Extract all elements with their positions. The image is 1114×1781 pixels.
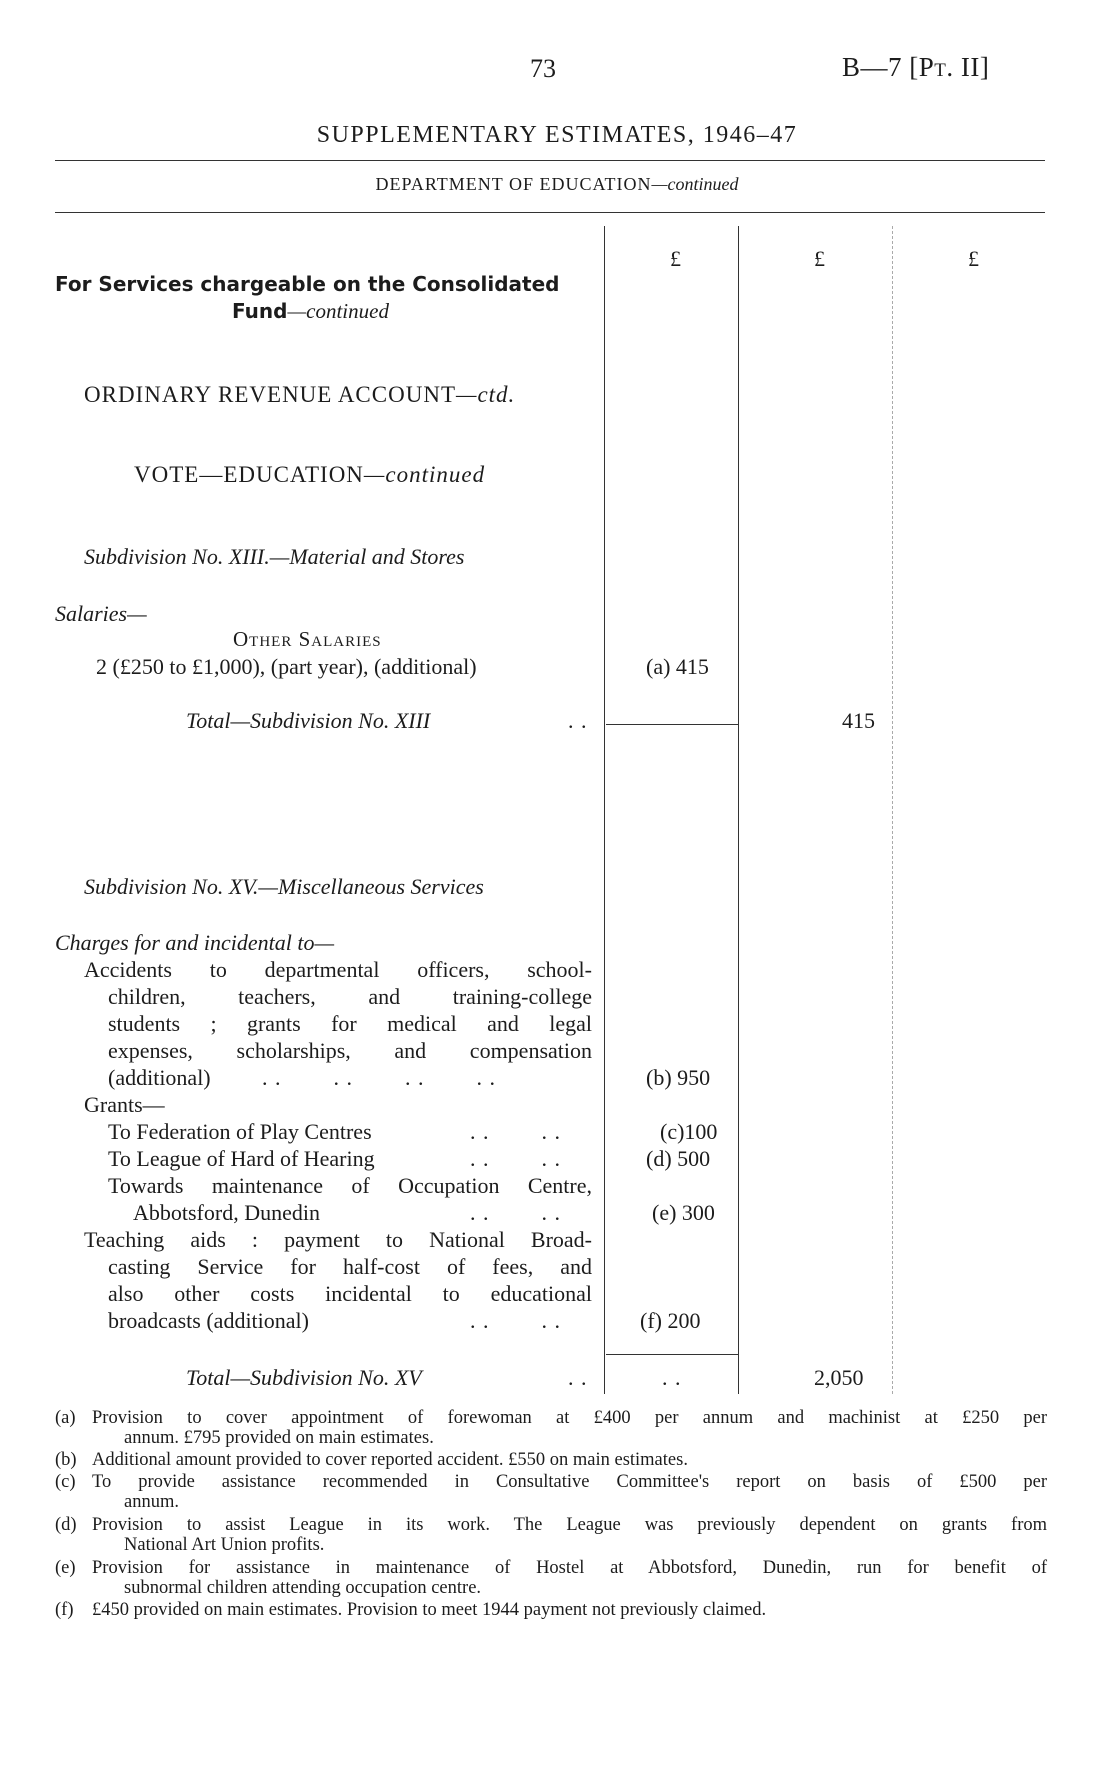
document-reference: B—7 [Pt. II] — [842, 52, 990, 82]
footnote-c-line2: annum. — [124, 1492, 179, 1512]
revenue-account-label: ORDINARY REVENUE ACCOUNT — [84, 382, 456, 407]
salaries-item-amount: (a) 415 — [646, 654, 709, 679]
total-xv-amount: 2,050 — [814, 1365, 864, 1390]
footnote-d-label: (d) — [55, 1515, 77, 1535]
hard-of-hearing-amount: (d) 500 — [646, 1146, 711, 1171]
total-xv-col1-dots: . . — [662, 1365, 682, 1390]
column-divider-2 — [738, 226, 739, 1394]
footnote-e-label: (e) — [55, 1558, 76, 1578]
hard-of-hearing-dots: . . . . — [470, 1146, 561, 1171]
total-xv-dots: . . — [568, 1365, 588, 1390]
teaching-line-2: casting Service for half-cost of fees, and — [108, 1254, 592, 1279]
footnote-b-line1: Additional amount provided to cover reported accident. £550 on main estimates. — [92, 1450, 688, 1470]
teaching-last-line: broadcasts (additional) — [108, 1308, 309, 1333]
accidents-line-1: Accidents to departmental officers, school- — [84, 957, 592, 982]
footnote-d-line2: National Art Union profits. — [124, 1535, 325, 1555]
column-divider-1 — [604, 226, 605, 1394]
charges-label: Charges for and incidental to— — [55, 930, 335, 955]
footnote-f-label: (f) — [55, 1600, 74, 1620]
total-xiii-amount: 415 — [842, 708, 875, 733]
services-heading-line2 — [232, 299, 389, 324]
accidents-line-4: expenses, scholarships, and compensation — [108, 1038, 592, 1063]
column-1-currency: £ — [670, 246, 681, 271]
occupation-line-2: Abbotsford, Dunedin — [133, 1200, 320, 1225]
salaries-label: Salaries— — [55, 601, 147, 626]
footnote-e-line1: Provision for assistance in maintenance of Hostel at Abbotsford, Dunedin, run for benefit of — [92, 1558, 1047, 1578]
services-heading-suffix: —continued — [287, 299, 389, 323]
department-heading — [0, 174, 1114, 195]
salaries-item-text: 2 (£250 to £1,000), (part year), (additional) — [96, 654, 477, 679]
footnote-e-line2: subnormal children attending occupation centre. — [124, 1578, 482, 1598]
page-number: 73 — [530, 54, 556, 83]
total-xiii-label: Total—Subdivision No. XIII — [186, 708, 431, 733]
subtotal-rule-xiii — [606, 724, 738, 725]
vote-label: VOTE—EDUCATION — [134, 462, 364, 487]
accidents-line-2: children, teachers, and training-college — [108, 984, 592, 1009]
play-centres-dots: . . . . — [470, 1119, 561, 1144]
total-xiii-dots: . . — [568, 708, 588, 733]
page-title: SUPPLEMENTARY ESTIMATES, 1946–47 — [316, 122, 798, 148]
footnote-a-label: (a) — [55, 1408, 76, 1428]
subdivision-xv-title: Subdivision No. XV.—Miscellaneous Services — [84, 874, 484, 899]
footnote-a-line1: Provision to cover appointment of forewoman at £400 per annum and machinist at £250 per — [92, 1408, 1047, 1428]
teaching-amount: (f) 200 — [640, 1308, 701, 1333]
footnote-c-line1: To provide assistance recommended in Consultative Committee's report on basis of £500 per — [92, 1472, 1047, 1492]
services-heading-fund: Fund — [232, 299, 288, 323]
column-divider-3 — [892, 226, 893, 1394]
header-rule — [55, 212, 1045, 213]
subtotal-rule-xv — [606, 1354, 738, 1355]
footnote-d-line1: Provision to assist League in its work. The League was previously dependent on grants from — [92, 1515, 1047, 1535]
hard-of-hearing-text: To League of Hard of Hearing — [108, 1146, 375, 1171]
play-centres-text: To Federation of Play Centres — [108, 1119, 372, 1144]
vote-suffix: —continued — [363, 462, 486, 487]
revenue-account-heading — [84, 382, 515, 408]
footnote-b-label: (b) — [55, 1450, 77, 1470]
department-suffix: —continued — [651, 174, 739, 194]
vote-heading — [134, 462, 485, 488]
title-rule — [55, 160, 1045, 161]
accidents-dots: . . . . . . . . — [262, 1065, 496, 1090]
teaching-dots: . . . . — [470, 1308, 561, 1333]
column-2-currency: £ — [814, 246, 825, 271]
teaching-line-1: Teaching aids : payment to National Broad- — [84, 1227, 592, 1252]
play-centres-amount: (c)100 — [660, 1119, 718, 1144]
occupation-dots: . . . . — [470, 1200, 561, 1225]
accidents-last-line: (additional) — [108, 1065, 211, 1090]
accidents-line-3: students ; grants for medical and legal — [108, 1011, 592, 1036]
occupation-line-1: Towards maintenance of Occupation Centre, — [108, 1173, 592, 1198]
total-xv-label: Total—Subdivision No. XV — [186, 1365, 422, 1390]
department-name: DEPARTMENT OF EDUCATION — [375, 174, 652, 194]
footnote-f-line1: £450 provided on main estimates. Provision to meet 1944 payment not previously claimed. — [92, 1600, 767, 1620]
other-salaries-label: Other Salaries — [233, 627, 382, 651]
revenue-account-suffix: —ctd. — [456, 382, 516, 407]
accidents-amount: (b) 950 — [646, 1065, 711, 1090]
footnote-c-label: (c) — [55, 1472, 76, 1492]
teaching-line-3: also other costs incidental to educational — [108, 1281, 592, 1306]
occupation-amount: (e) 300 — [652, 1200, 715, 1225]
subdivision-xiii-title: Subdivision No. XIII.—Material and Stores — [84, 544, 465, 569]
footnote-a-line2: annum. £795 provided on main estimates. — [124, 1428, 434, 1448]
grants-label: Grants— — [84, 1092, 165, 1117]
column-3-currency: £ — [968, 246, 979, 271]
services-heading-line1: For Services chargeable on the Consolidated — [55, 272, 560, 296]
